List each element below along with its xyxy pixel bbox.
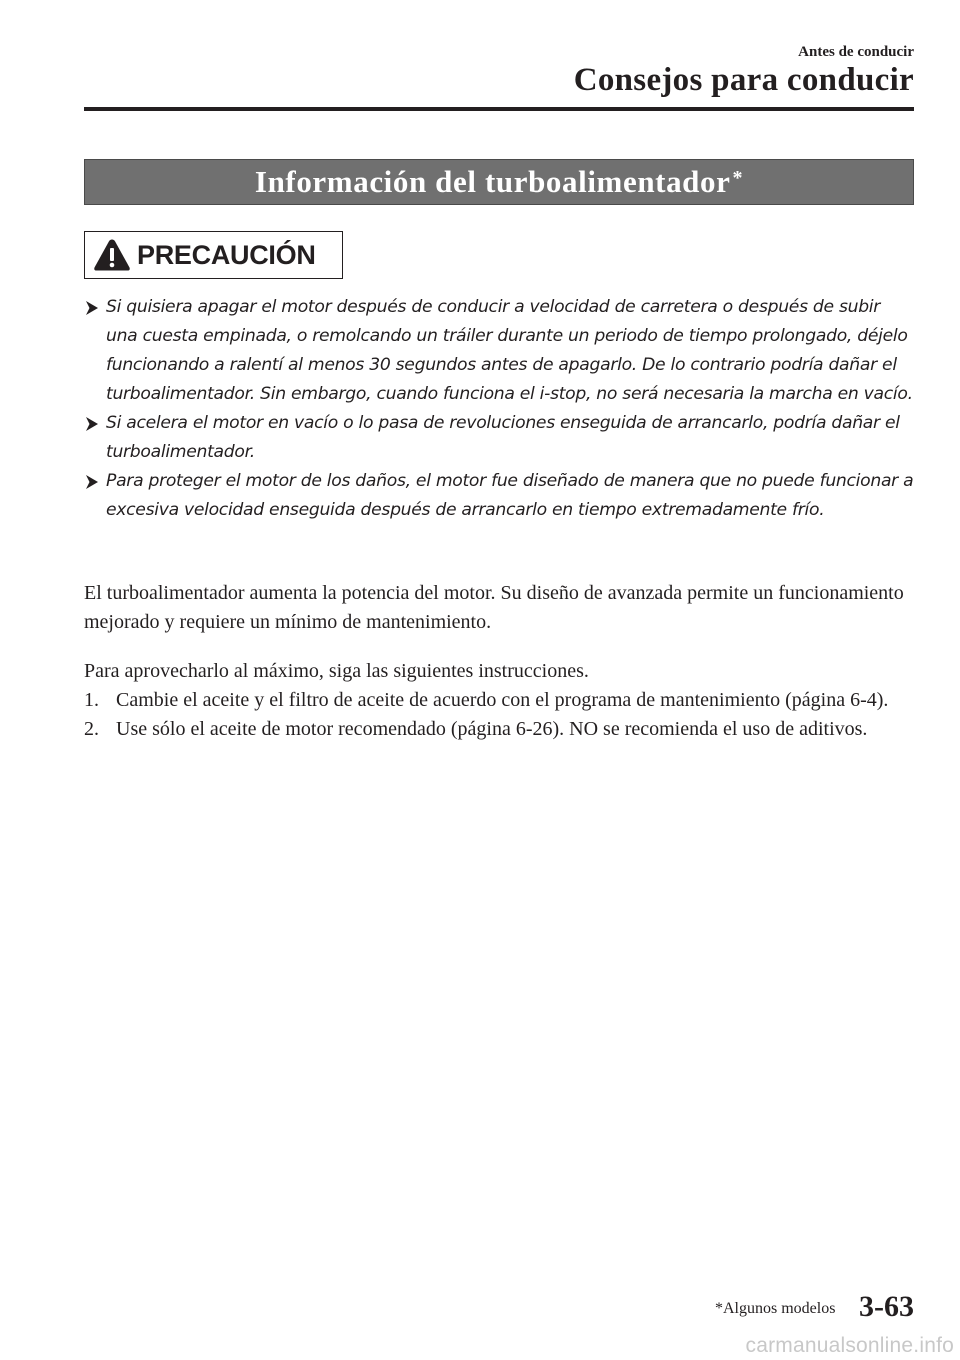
caution-item-text: Si acelera el motor en vacío o lo pasa de revoluciones enseguida de arrancarlo, podría dañar el turboalimentador.: [106, 413, 900, 462]
arrow-bullet-icon: [84, 300, 100, 316]
caution-box: [84, 231, 343, 279]
section-title: Consejos para conducir: [573, 62, 914, 98]
instruction-item: [84, 715, 916, 744]
instruction-number: 1.: [84, 689, 99, 711]
header-rule: [84, 107, 914, 111]
caution-item-text: Para proteger el motor de los daños, el motor fue diseñado de manera que no puede funcionar a excesiva velocidad enseguida después de arrancarlo en tiempo extremadamente frío.: [106, 471, 914, 520]
caution-label: PRECAUCIÓN: [137, 239, 316, 270]
instruction-item: [84, 686, 916, 715]
caution-item: [84, 293, 916, 409]
banner-marker: *: [732, 166, 744, 189]
footnote: *Algunos modelos: [715, 1300, 836, 1317]
caution-item: [84, 467, 916, 525]
instruction-list: [84, 686, 916, 744]
page-number: 3-63: [859, 1290, 914, 1323]
lead-paragraph: Para aprovecharlo al máximo, siga las siguientes instrucciones.: [84, 660, 589, 682]
instruction-text: Cambie el aceite y el filtro de aceite de acuerdo con el programa de mantenimiento (página 6-4).: [116, 689, 889, 711]
intro-paragraph: El turboalimentador aumenta la potencia del motor. Su diseño de avanzada permite un funcionamiento mejorado y requiere un mínimo de mantenimiento.: [84, 582, 904, 633]
section-banner: [84, 159, 914, 205]
instruction-number: 2.: [84, 718, 99, 740]
caution-item-text: Si quisiera apagar el motor después de conducir a velocidad de carretera o después de subir una cuesta empinada, o remolcando un tráiler durante un periodo de tiempo prolongado, déjelo funcionando a ralentí al menos 30 segundos antes de apagarlo. De lo contrario podría dañar el turboalimentador. Sin embargo, cuando funciona el i-stop, no será necesaria la marcha en vacío.: [106, 297, 913, 404]
watermark: carmanualsonline.info: [745, 1334, 954, 1357]
caution-item: [84, 409, 916, 467]
caution-list: [84, 293, 916, 525]
arrow-bullet-icon: [84, 474, 100, 490]
banner-title: Información del turboalimentador: [254, 164, 731, 199]
arrow-bullet-icon: [84, 416, 100, 432]
instruction-text: Use sólo el aceite de motor recomendado (página 6-26). NO se recomienda el uso de aditivos.: [116, 718, 868, 740]
warning-triangle-icon: [93, 238, 131, 272]
chapter-title: Antes de conducir: [798, 44, 914, 60]
